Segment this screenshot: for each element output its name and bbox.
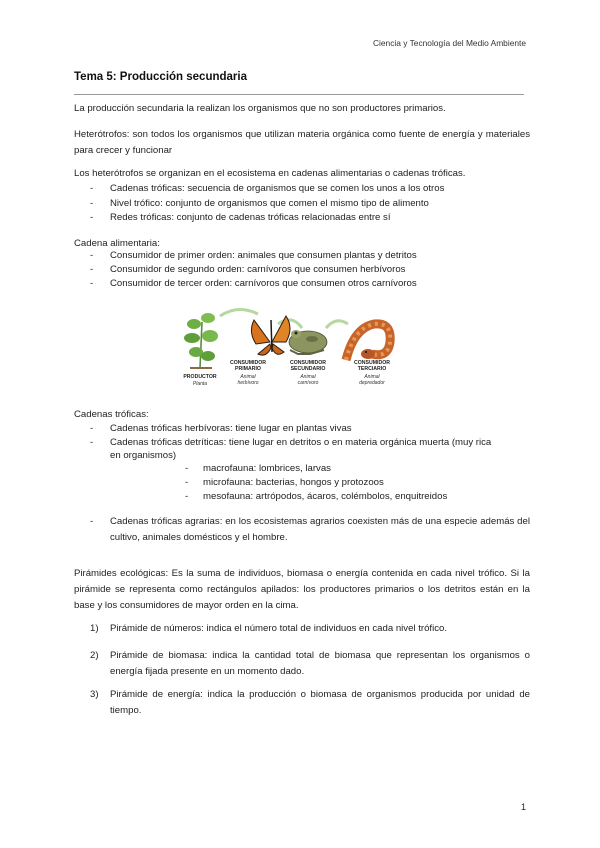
intro-paragraph: La producción secundaria la realizan los organismos que no son productores primarios.: [74, 103, 446, 114]
cadenas-troficas-heading: Cadenas tróficas:: [74, 409, 149, 420]
arrow-icon: [220, 309, 258, 316]
page-title: Tema 5: Producción secundaria: [74, 71, 247, 83]
frog-icon: [289, 330, 327, 354]
productor-sub: Planta: [192, 381, 208, 387]
primario-label-1: CONSUMIDOR: [229, 360, 267, 366]
terciario-sub-1: Animal: [364, 374, 380, 380]
list-item: - Cadenas tróficas: secuencia de organismos que se comen los unos a los otros: [90, 183, 445, 194]
organizacion-lead: Los heterótrofos se organizan en el ecosistema en cadenas alimentarias o cadenas tróficas.: [74, 168, 466, 179]
secundario-sub-2: carnívoro: [297, 380, 319, 386]
page-header: Ciencia y Tecnología del Medio Ambiente: [372, 38, 526, 48]
cadena-alimentaria-heading: Cadena alimentaria:: [74, 238, 160, 249]
secundario-label-1: CONSUMIDOR: [289, 360, 327, 366]
numbered-item: 2) Pirámide de biomasa: indica la cantidad total de biomasa que representan los organismos o energía fijada presente en un momento dado.: [90, 650, 530, 677]
sub-list-item: - mesofauna: artrópodos, ácaros, colémbolos, enquitreidos: [185, 491, 448, 502]
title-divider: [74, 94, 524, 95]
food-chain-figure: [178, 302, 418, 396]
list-item: - Consumidor de primer orden: animales que consumen plantas y detritos: [90, 250, 417, 261]
list-item: - Consumidor de segundo orden: carnívoros que consumen herbívoros: [90, 264, 406, 275]
sub-list-item: - macrofauna: lombrices, larvas: [185, 463, 331, 474]
list-item: - Cadenas tróficas herbívoras: tiene lugar en plantas vivas: [90, 423, 352, 434]
primario-sub-2: herbívoro: [237, 380, 259, 386]
heterotrofos-paragraph: Heterótrofos: son todos los organismos que utilizan materia orgánica como fuente de energía y materiales para crecer y funcionar: [74, 129, 530, 156]
list-item: - Consumidor de tercer orden: carnívoros que consumen otros carnívoros: [90, 278, 417, 289]
page-number: 1: [520, 802, 526, 812]
terciario-sub-2: depredador: [359, 380, 385, 386]
list-item: - Cadenas tróficas detríticas: tiene lugar en detritos o en materia orgánica muerta (muy rica: [90, 437, 492, 448]
butterfly-icon: [251, 316, 290, 355]
piramides-lead: Pirámides ecológicas: Es la suma de individuos, biomasa o energía contenida en cada nivel trófico. Si la pirámide se representa como rectángulos apilados: los productores primarios o los detritos están en la base y los consumidores de mayor orden en la cima.: [74, 568, 530, 611]
numbered-item: 1) Pirámide de números: indica el número total de individuos en cada nivel trófico.: [90, 623, 448, 634]
plant-icon: [184, 313, 218, 368]
secundario-label-2: SECUNDARIO: [290, 366, 326, 372]
terciario-label-1: CONSUMIDOR: [353, 360, 391, 366]
sub-list-item: - microfauna: bacterias, hongos y protozoos: [185, 477, 384, 488]
primario-sub-1: Animal: [240, 374, 256, 380]
primario-label-2: PRIMARIO: [235, 366, 261, 372]
list-item: - Redes tróficas: conjunto de cadenas tróficas relacionadas entre sí: [90, 212, 391, 223]
terciario-label-2: TERCIARIO: [357, 366, 387, 372]
numbered-item: 3) Pirámide de energía: indica la producción o biomasa de organismos producida por unidad de tiempo.: [90, 689, 530, 716]
list-item: - Nivel trófico: conjunto de organismos que comen el mismo tipo de alimento: [90, 198, 429, 209]
list-item: - Cadenas tróficas agrarias: en los ecosistemas agrarios coexisten más de una especie además del cultivo, animales domésticos y el hombre.: [90, 516, 530, 543]
productor-label: PRODUCTOR: [183, 374, 217, 380]
secundario-sub-1: Animal: [300, 374, 316, 380]
arrow-icon: [326, 321, 348, 328]
snake-icon: [346, 324, 390, 360]
list-item-continuation: en organismos): [110, 450, 177, 461]
